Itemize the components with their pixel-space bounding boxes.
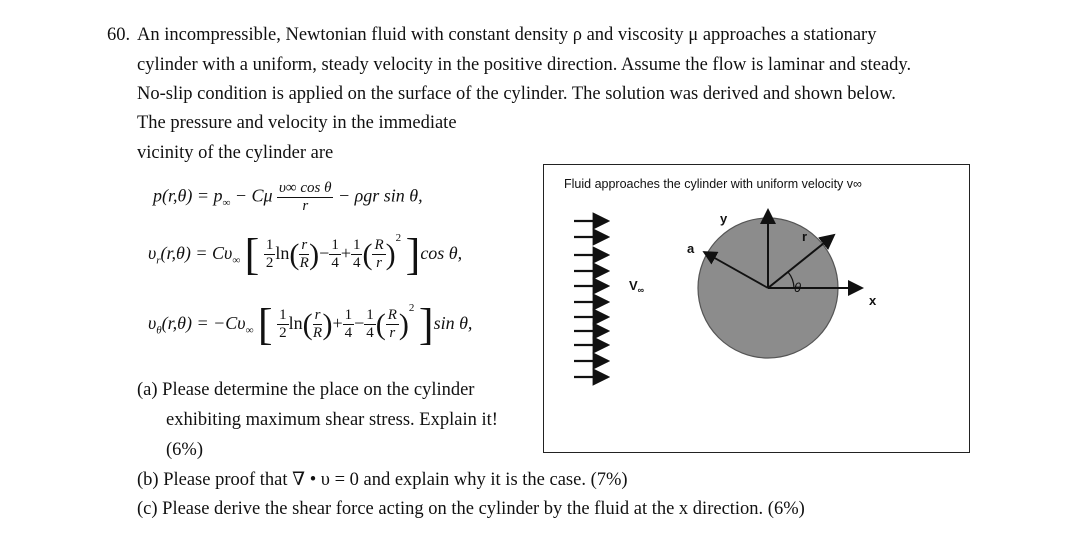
question-b: (b) Please proof that ∇ • υ = 0 and explain why it is the case. (7%) [137, 470, 628, 490]
vr-r: r [301, 237, 308, 254]
vr-q1-num: 1 [331, 237, 339, 254]
label-theta: θ [794, 280, 802, 295]
vr-lhs-sub: r [156, 254, 161, 267]
problem-line-5: vicinity of the cylinder are [137, 143, 334, 163]
pressure-den: r [302, 198, 309, 214]
vt-bracket-open: [ [257, 299, 273, 349]
vt-minus: − [354, 313, 365, 333]
vr-equation [148, 229, 463, 279]
vr-q2-num: 1 [352, 237, 361, 254]
vr-Rr-den: r [376, 255, 382, 272]
vt-inf: ∞ [245, 324, 254, 337]
vr-paren2-close: ) [385, 237, 396, 271]
question-a-line-2: exhibiting maximum shear stress. Explain it! [166, 410, 498, 430]
vr-half-den: 2 [265, 255, 274, 272]
vt-paren-open: ( [302, 307, 313, 341]
vt-tail: sin θ, [433, 313, 473, 333]
vt-half [277, 307, 289, 342]
problem-line-3: No-slip condition is applied on the surface of the cylinder. The solution was derived and shown below. [137, 84, 896, 104]
pressure-equation [153, 180, 423, 215]
vt-plus: + [332, 313, 343, 333]
problem-line-4: The pressure and velocity in the immediate [137, 113, 457, 133]
pressure-tail: − ρgr sin θ, [333, 185, 423, 206]
label-x: x [869, 293, 877, 308]
vt-q2 [364, 307, 376, 342]
pressure-inf: ∞ [222, 197, 231, 210]
vt-q1-num: 1 [344, 307, 353, 324]
vr-R: R [299, 255, 309, 272]
vt-r: r [314, 307, 321, 324]
pressure-minus: − Cμ [230, 185, 273, 206]
vt-half-num: 1 [279, 307, 287, 324]
vt-paren2-open: ( [375, 307, 386, 341]
cylinder-flow-figure [543, 164, 970, 453]
vr-q2 [351, 237, 363, 272]
vr-paren2-open: ( [362, 237, 373, 271]
vt-R: R [312, 325, 323, 342]
vr-half [264, 237, 276, 272]
label-v-sub: ∞ [637, 285, 645, 295]
vt-lhs-tail: (r,θ) = −Cυ [161, 313, 246, 333]
vr-half-num: 1 [265, 237, 274, 254]
vt-q1-den: 4 [344, 325, 353, 342]
vr-Rr-num: R [374, 237, 384, 254]
vt-Rr-num: R [387, 307, 397, 324]
problem-line-1: An incompressible, Newtonian fluid with constant density ρ and viscosity μ approaches a stationary [137, 25, 877, 45]
vt-q2-den: 4 [366, 325, 374, 342]
vr-lhs-tail: (r,θ) = Cυ [160, 243, 233, 263]
vr-ln: ln [275, 243, 290, 263]
vr-q1 [329, 237, 341, 272]
vt-bracket-close: ] [418, 299, 434, 349]
question-c: (c) Please derive the shear force acting on the cylinder by the fluid at the x direction. (6%) [137, 499, 805, 519]
label-v-main: V [629, 278, 638, 293]
vt-lhs-sub: θ [156, 324, 162, 337]
problem-number: 60. [107, 25, 131, 45]
vt-q2-num: 1 [366, 307, 374, 324]
vr-Rr [372, 237, 385, 272]
vt-ln: ln [288, 313, 303, 333]
vr-tail: cos θ, [420, 243, 463, 263]
label-a: a [687, 241, 695, 256]
vr-rR [299, 237, 309, 272]
vt-paren-close: ) [322, 307, 333, 341]
vt-half-den: 2 [279, 325, 287, 342]
vtheta-equation [148, 299, 473, 349]
vt-Rr [386, 307, 399, 342]
figure-diagram [544, 165, 968, 451]
label-y: y [720, 211, 728, 226]
vr-inf: ∞ [232, 254, 241, 267]
vt-q1 [343, 307, 355, 342]
vr-bracket-open: [ [244, 229, 260, 279]
vt-lhs: υ [148, 313, 157, 333]
vr-q2-den: 4 [352, 255, 361, 272]
vr-lhs: υ [148, 243, 157, 263]
question-a-line-3: (6%) [166, 440, 203, 460]
pressure-num: υ∞ cos θ [279, 180, 332, 196]
problem-line-2: cylinder with a uniform, steady velocity in the positive direction. Assume the flow is laminar and steady. [137, 55, 912, 75]
pressure-lhs: p(r,θ) = p [153, 185, 223, 206]
vr-bracket-close: ] [405, 229, 421, 279]
vr-q1-den: 4 [331, 255, 339, 272]
vt-rR [313, 307, 323, 342]
vt-square: 2 [408, 302, 415, 314]
vr-minus: − [319, 243, 330, 263]
figure-title: Fluid approaches the cylinder with uniform velocity v∞ [564, 177, 862, 191]
vr-square: 2 [395, 232, 402, 244]
label-r: r [802, 229, 808, 244]
label-v [629, 278, 645, 295]
flow-arrows [574, 221, 608, 377]
vt-Rr-den: r [389, 325, 396, 342]
question-a-line-1: (a) Please determine the place on the cylinder [137, 380, 475, 400]
pressure-fraction [277, 180, 333, 215]
vr-paren-open: ( [289, 237, 300, 271]
vt-paren2-close: ) [398, 307, 409, 341]
vr-plus: + [340, 243, 351, 263]
vr-paren-close: ) [309, 237, 320, 271]
